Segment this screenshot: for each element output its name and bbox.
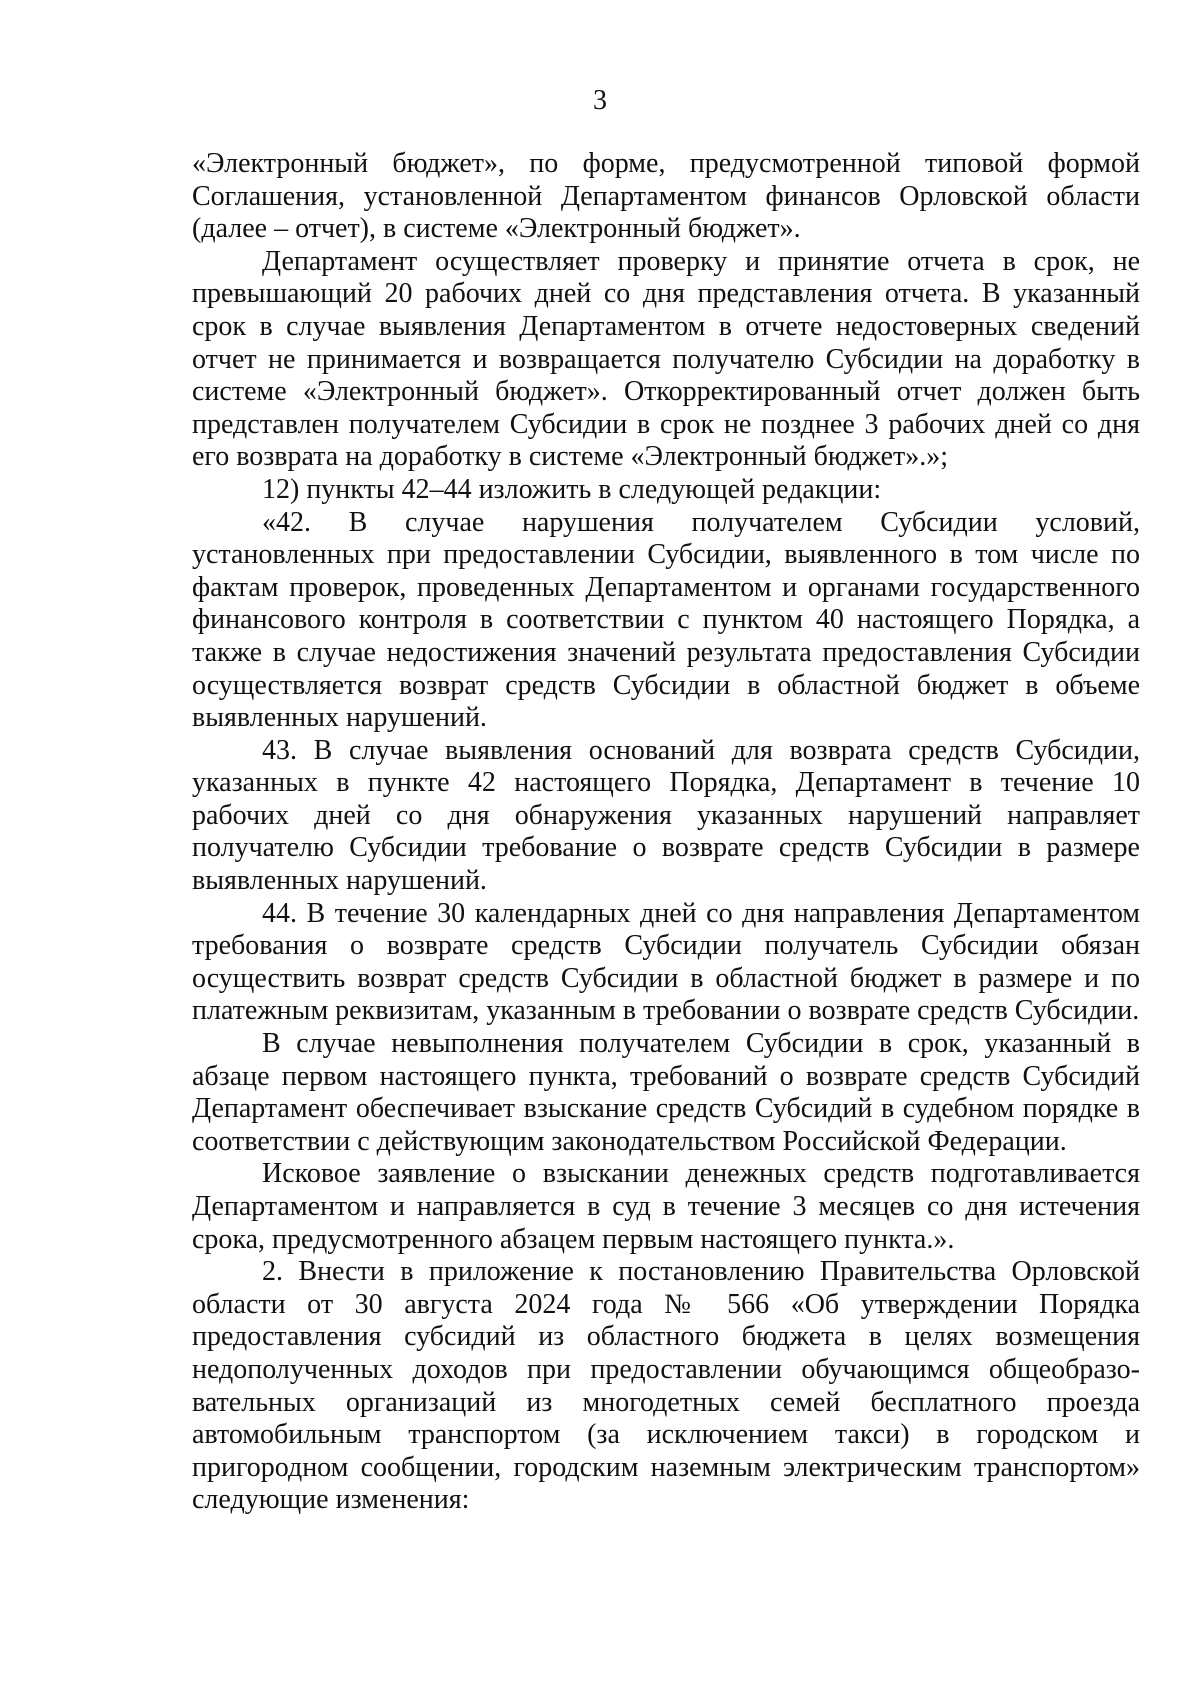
paragraph-section-2: 2. Внести в приложение к постановлению Правительства Орловской области от 30 августа 2024 года № 566 «Об утверждении Порядка предоставления субсидий из областного бюджета в целях возмещения недополученных доходов при предоставлении обучающимся общеобразо-вательных организаций из многодетных семей бесплатного проезда автомобильным транспортом (за исключением такси) в городском и пригородном сообщении, городским наземным электрическим транспортом» следующие изменения: [192, 1256, 1140, 1516]
paragraph-claim-statement: Исковое заявление о взыскании денежных средств подготавливается Департаментом и направляется в суд в течение 3 месяцев со дня истечения срока, предусмотренного абзацем первым настоящего пункта.». [192, 1158, 1140, 1255]
paragraph-report-form: «Электронный бюджет», по форме, предусмотренной типовой формой Соглашения, установленной Департаментом финансов Орловской области (далее – отчет), в системе «Электронный бюджет». [192, 148, 1140, 245]
page-number: 3 [593, 85, 607, 116]
paragraph-clause-43: 43. В случае выявления оснований для возврата средств Субсидии, указанных в пункте 42 настоящего Порядка, Департамент в течение 10 рабочих дней со дня обнаружения указанных нарушений направляет получателю Субсидии требование о возврате средств Субсидии в размере выявленных нарушений. [192, 734, 1140, 897]
document-body [192, 148, 1140, 1517]
paragraph-clause-42: «42. В случае нарушения получателем Субсидии условий, установленных при предоставлении Субсидии, выявленного в том числе по фактам проверок, проведенных Департаментом и органами государственного финансового контроля в соответствии с пунктом 40 настоящего Порядка, а также в случае недостижения значений результата предоставления Субсидии осуществляется возврат средств Субсидии в областной бюджет в объеме выявленных нарушений. [192, 506, 1140, 734]
paragraph-report-check: Департамент осуществляет проверку и принятие отчета в срок, не превышающий 20 рабочих дней со дня представления отчета. В указанный срок в случае выявления Департаментом в отчете недостоверных сведений отчет не принимается и возвращается получателю Субсидии на доработку в системе «Электронный бюджет». Откорректированный отчет должен быть представлен получателем Субсидии в срок не позднее 3 рабочих дней со дня его возврата на доработку в системе «Электронный бюджет».»; [192, 245, 1140, 473]
paragraph-item-12: 12) пункты 42–44 изложить в следующей редакции: [262, 473, 882, 505]
paragraph-non-fulfillment: В случае невыполнения получателем Субсидии в срок, указанный в абзаце первом настоящего пункта, требований о возврате средств Субсидий Департамент обеспечивает взыскание средств Субсидий в судебном порядке в соответствии с действующим законодательством Российской Федерации. [192, 1028, 1140, 1157]
paragraph-clause-44: 44. В течение 30 календарных дней со дня направления Департаментом требования о возврате средств Субсидии получатель Субсидии обязан осуществить возврат средств Субсидии в областной бюджет в размере и по платежным реквизитам, указанным в требовании о возврате средств Субсидии. [192, 897, 1140, 1027]
